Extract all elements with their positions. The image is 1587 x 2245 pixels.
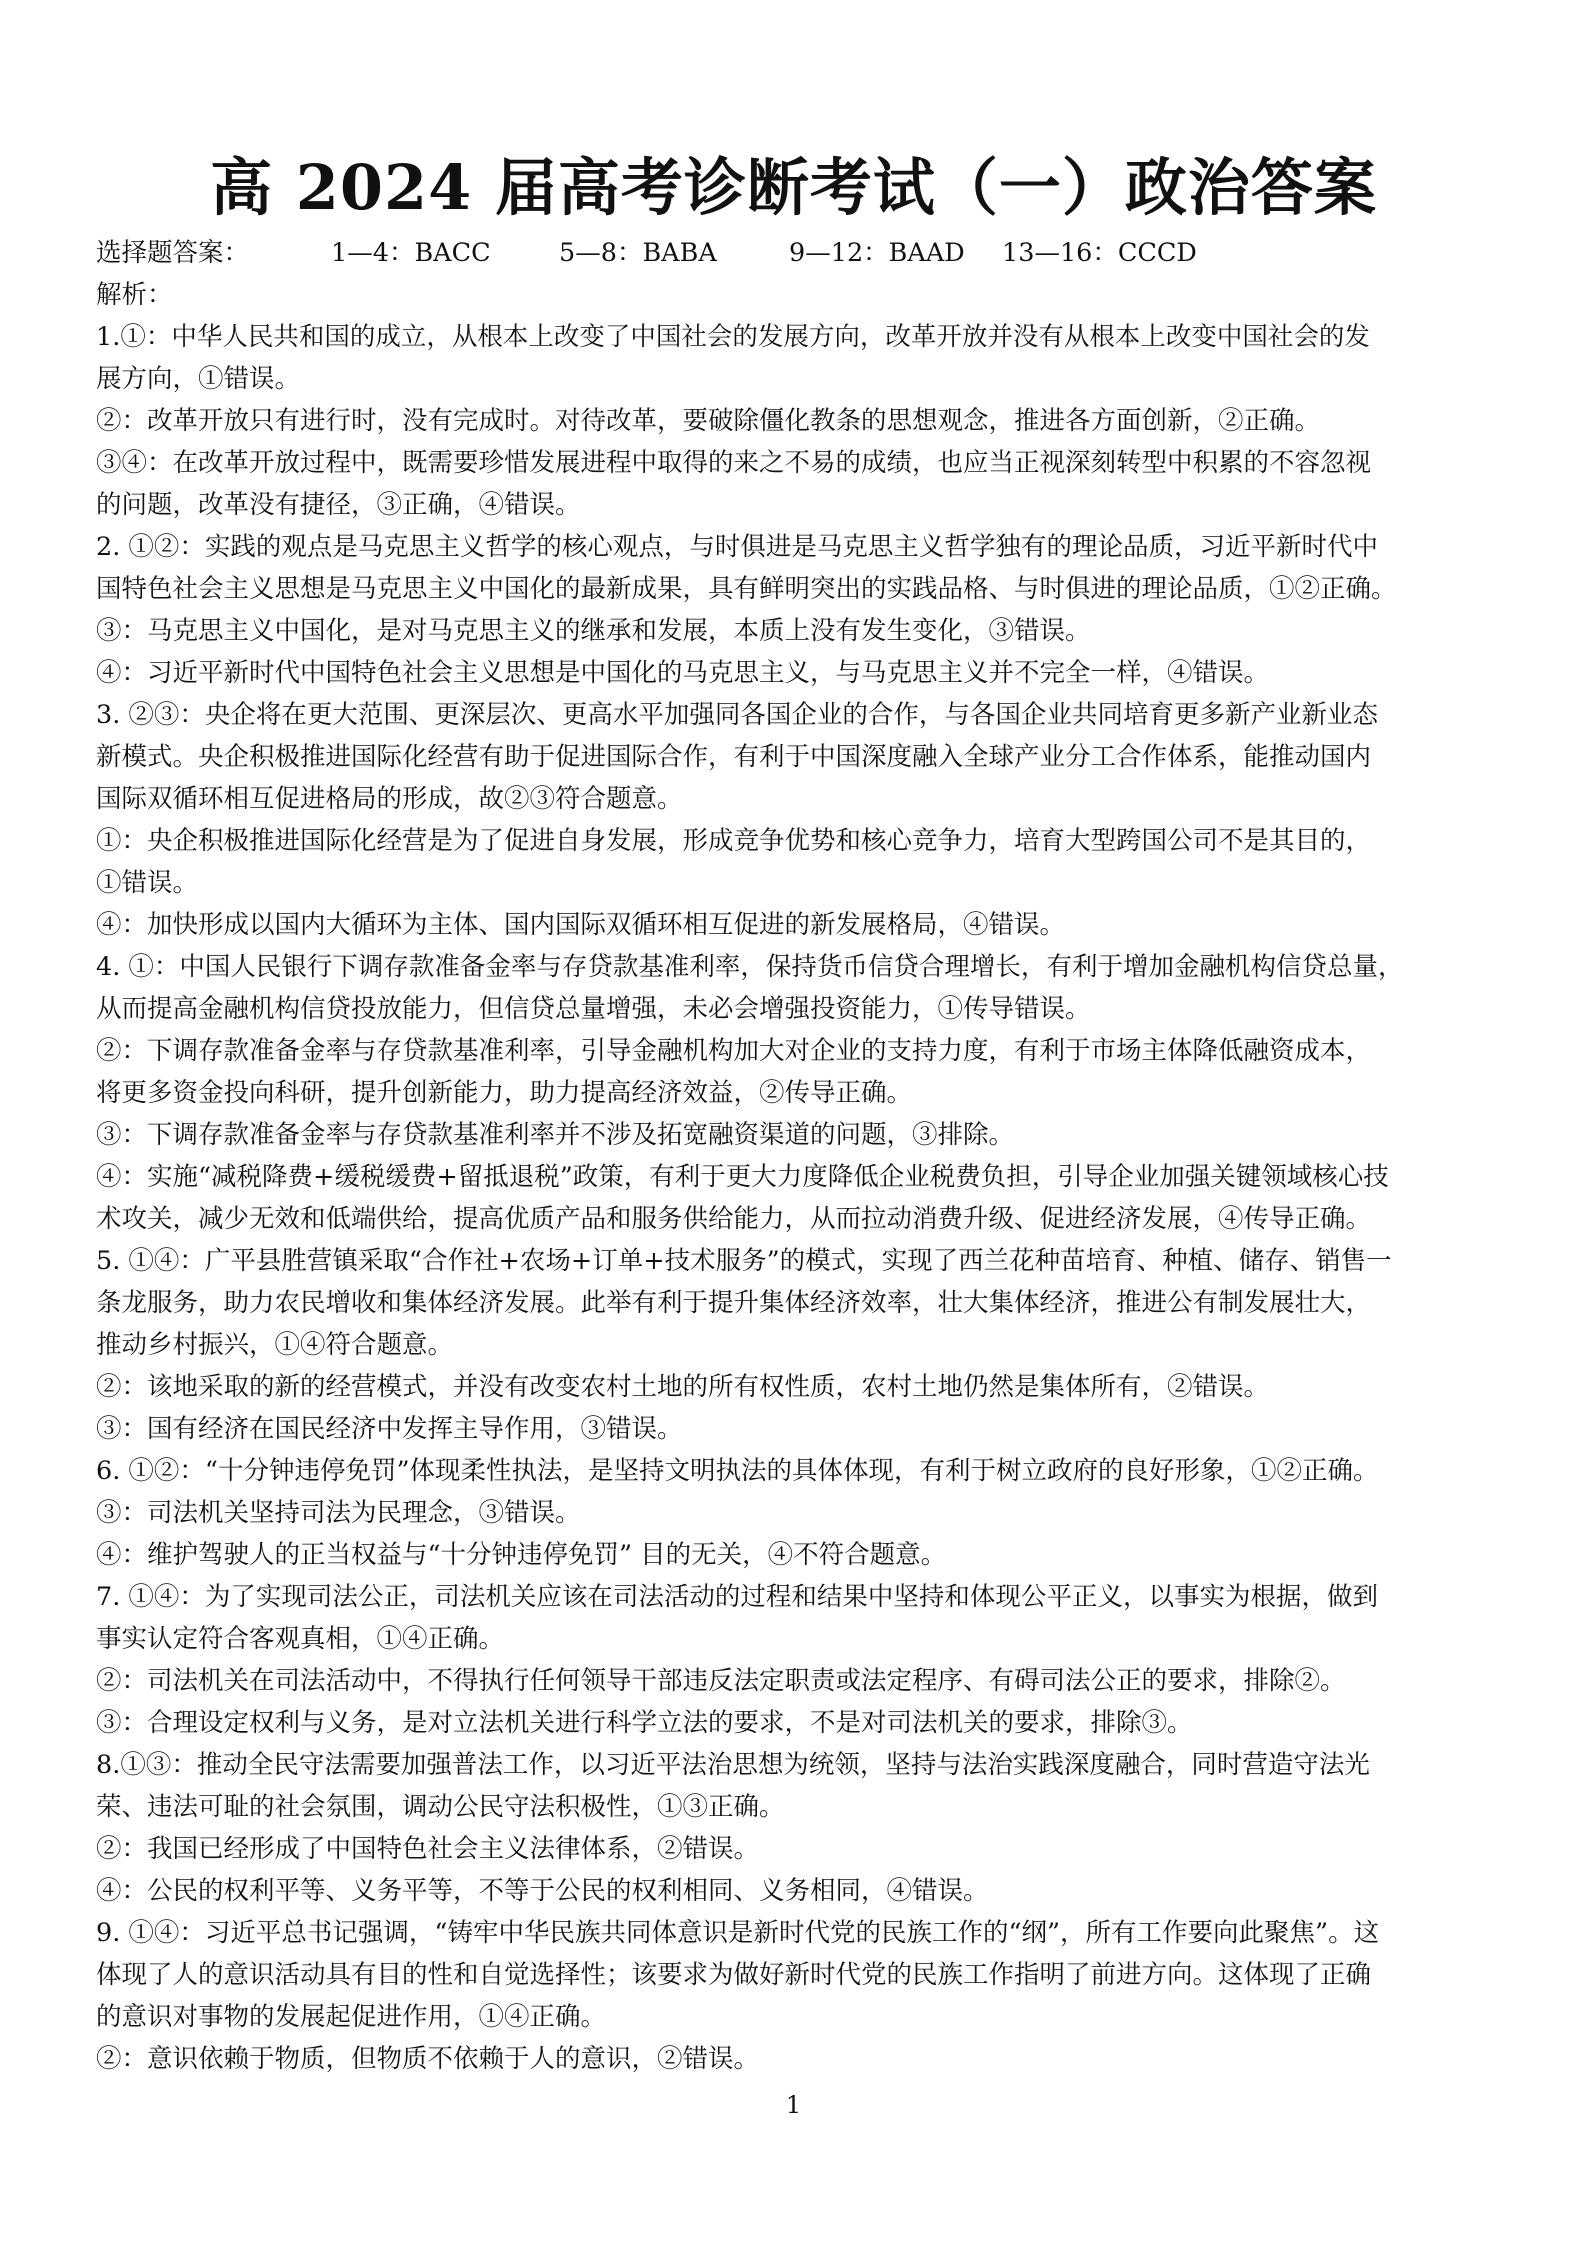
paragraph-line: ②：改革开放只有进行时，没有完成时。对待改革，要破除僵化教条的思想观念，推进各方面创新，②正确。 [96,406,1321,436]
paragraph-line: 推动乡村振兴，①④符合题意。 [96,1330,454,1360]
analysis-paragraph [96,1660,1501,1702]
paragraph-line: 1.①：中华人民共和国的成立，从根本上改变了中国社会的发展方向，改革开放并没有从根本上改变中国社会的发 [96,322,1370,352]
paragraph-line: 6. ①②：“十分钟违停免罚”体现柔性执法，是坚持文明执法的具体体现，有利于树立政府的良好形象，①②正确。 [96,1456,1379,1486]
paragraph-line: ①：央企积极推进国际化经营是为了促进自身发展，形成竞争优势和核心竞争力，培育大型跨国公司不是其目的， [96,826,1372,856]
analysis-paragraphs [96,316,1501,2080]
analysis-paragraph [96,1114,1501,1156]
analysis-paragraph [96,904,1501,946]
paragraph-line: ③：司法机关坚持司法为民理念，③错误。 [96,1498,581,1528]
paragraph-line: 术攻关，减少无效和低端供给，提高优质产品和服务供给能力，从而拉动消费升级、促进经济发展，④传导正确。 [96,1204,1372,1234]
paragraph-line: 9. ①④：习近平总书记强调，“铸牢中华民族共同体意识是新时代党的民族工作的“纲”，所有工作要向此聚焦”。这 [96,1918,1380,1948]
paragraph-line: ③：国有经济在国民经济中发挥主导作用，③错误。 [96,1414,683,1444]
analysis-paragraph [96,400,1501,442]
paragraph-line: 新模式。央企积极推进国际化经营有助于促进国际合作，有利于中国深度融入全球产业分工合作体系，能推动国内 [96,742,1372,772]
analysis-paragraph [96,1912,1501,2038]
paragraph-line: 国特色社会主义思想是马克思主义中国化的最新成果，具有鲜明突出的实践品格、与时俱进的理论品质，①②正确。 [96,574,1397,604]
paragraph-line: 国际双循环相互促进格局的形成，故②③符合题意。 [96,784,683,814]
document-body [96,232,1501,2080]
paragraph-line: 4. ①：中国人民银行下调存款准备金率与存贷款基准利率，保持货币信贷合理增长，有利于增加金融机构信贷总量， [96,952,1404,982]
analysis-paragraph [96,1744,1501,1828]
answer-key [96,232,1501,274]
answer-group: 5—8：BABA [559,238,717,268]
analysis-paragraph [96,1450,1501,1492]
paragraph-line: 7. ①④：为了实现司法公正，司法机关应该在司法活动的过程和结果中坚持和体现公平正义，以事实为根据，做到 [96,1582,1378,1612]
paragraph-line: 将更多资金投向科研，提升创新能力，助力提高经济效益，②传导正确。 [96,1078,913,1108]
analysis-paragraph [96,1492,1501,1534]
paragraph-line: ③④：在改革开放过程中，既需要珍惜发展进程中取得的来之不易的成绩，也应当正视深刻转型中积累的不容忽视 [96,448,1372,478]
document-title: 高 2024 届高考诊断考试（一）政治答案 [210,151,1377,224]
analysis-paragraph [96,694,1501,820]
answer-group: 13—16：CCCD [1002,238,1197,268]
paragraph-line: 的问题，改革没有捷径，③正确，④错误。 [96,490,581,520]
paragraph-line: 3. ②③：央企将在更大范围、更深层次、更高水平加强同各国企业的合作，与各国企业共同培育更多新产业新业态 [96,700,1378,730]
paragraph-line: ②：司法机关在司法活动中，不得执行任何领导干部违反法定职责或法定程序、有碍司法公正的要求，排除②。 [96,1666,1346,1696]
paragraph-line: ③：合理设定权利与义务，是对立法机关进行科学立法的要求，不是对司法机关的要求，排除③。 [96,1708,1193,1738]
paragraph-line: ④：习近平新时代中国特色社会主义思想是中国化的马克思主义，与马克思主义并不完全一样，④错误。 [96,658,1270,688]
analysis-paragraph [96,1702,1501,1744]
paragraph-line: ④：维护驾驶人的正当权益与“十分钟违停免罚” 目的无关，④不符合题意。 [96,1540,947,1570]
analysis-paragraph [96,1534,1501,1576]
paragraph-line: 从而提高金融机构信贷投放能力，但信贷总量增强，未必会增强投资能力，①传导错误。 [96,994,1091,1024]
analysis-paragraph [96,1408,1501,1450]
paragraph-line: ③：下调存款准备金率与存贷款基准利率并不涉及拓宽融资渠道的问题，③排除。 [96,1120,1015,1150]
paragraph-line: 事实认定符合客观真相，①④正确。 [96,1624,505,1654]
analysis-paragraph [96,1240,1501,1366]
analysis-paragraph [96,1366,1501,1408]
page-number: 1 [785,2091,802,2119]
paragraph-line: 荣、违法可耻的社会氛围，调动公民守法积极性，①③正确。 [96,1792,785,1822]
paragraph-line: 8.①③：推动全民守法需要加强普法工作，以习近平法治思想为统领，坚持与法治实践深度融合，同时营造守法光 [96,1750,1370,1780]
analysis-paragraph [96,1870,1501,1912]
analysis-paragraph [96,2038,1501,2080]
paragraph-line: ④：加快形成以国内大循环为主体、国内国际双循环相互促进的新发展格局，④错误。 [96,910,1066,940]
analysis-paragraph [96,1030,1501,1114]
paragraph-line: ④：实施“减税降费+缓税缓费+留抵退税”政策，有利于更大力度降低企业税费负担，引导企业加强关键领域核心技 [96,1162,1389,1192]
paragraph-line: ②：该地采取的新的经营模式，并没有改变农村土地的所有权性质，农村土地仍然是集体所有，②错误。 [96,1372,1270,1402]
paragraph-line: ②：下调存款准备金率与存贷款基准利率，引导金融机构加大对企业的支持力度，有利于市场主体降低融资成本， [96,1036,1372,1066]
analysis-paragraph [96,526,1501,610]
paragraph-line: ①错误。 [96,868,199,898]
analysis-paragraph [96,1576,1501,1660]
answer-key-label: 选择题答案： [96,238,250,268]
paragraph-line: ②：意识依赖于物质，但物质不依赖于人的意识，②错误。 [96,2044,760,2074]
paragraph-line: ③：马克思主义中国化，是对马克思主义的继承和发展，本质上没有发生变化，③错误。 [96,616,1091,646]
answer-group: 1—4：BACC [331,238,491,268]
analysis-paragraph [96,652,1501,694]
analysis-paragraph [96,610,1501,652]
paragraph-line: 条龙服务，助力农民增收和集体经济发展。此举有利于提升集体经济效率，壮大集体经济，推进公有制发展壮大， [96,1288,1372,1318]
paragraph-line: ④：公民的权利平等、义务平等，不等于公民的权利相同、义务相同，④错误。 [96,1876,989,1906]
analysis-paragraph [96,316,1501,400]
paragraph-line: 2. ①②：实践的观点是马克思主义哲学的核心观点，与时俱进是马克思主义哲学独有的理论品质，习近平新时代中 [96,532,1378,562]
paragraph-line: 的意识对事物的发展起促进作用，①④正确。 [96,2002,607,2032]
analysis-paragraph [96,820,1501,904]
analysis-label: 解析： [96,280,173,310]
analysis-paragraph [96,442,1501,526]
paragraph-line: 展方向，①错误。 [96,364,301,394]
analysis-paragraph [96,1828,1501,1870]
analysis-paragraph [96,946,1501,1030]
paragraph-line: 5. ①④：广平县胜营镇采取“合作社+农场+订单+技术服务”的模式，实现了西兰花种苗培育、种植、储存、销售一 [96,1246,1392,1276]
analysis-paragraph [96,1156,1501,1240]
paragraph-line: 体现了人的意识活动具有目的性和自觉选择性；该要求为做好新时代党的民族工作指明了前进方向。这体现了正确 [96,1960,1372,1990]
paragraph-line: ②：我国已经形成了中国特色社会主义法律体系，②错误。 [96,1834,760,1864]
answer-group: 9—12：BAAD [789,238,965,268]
